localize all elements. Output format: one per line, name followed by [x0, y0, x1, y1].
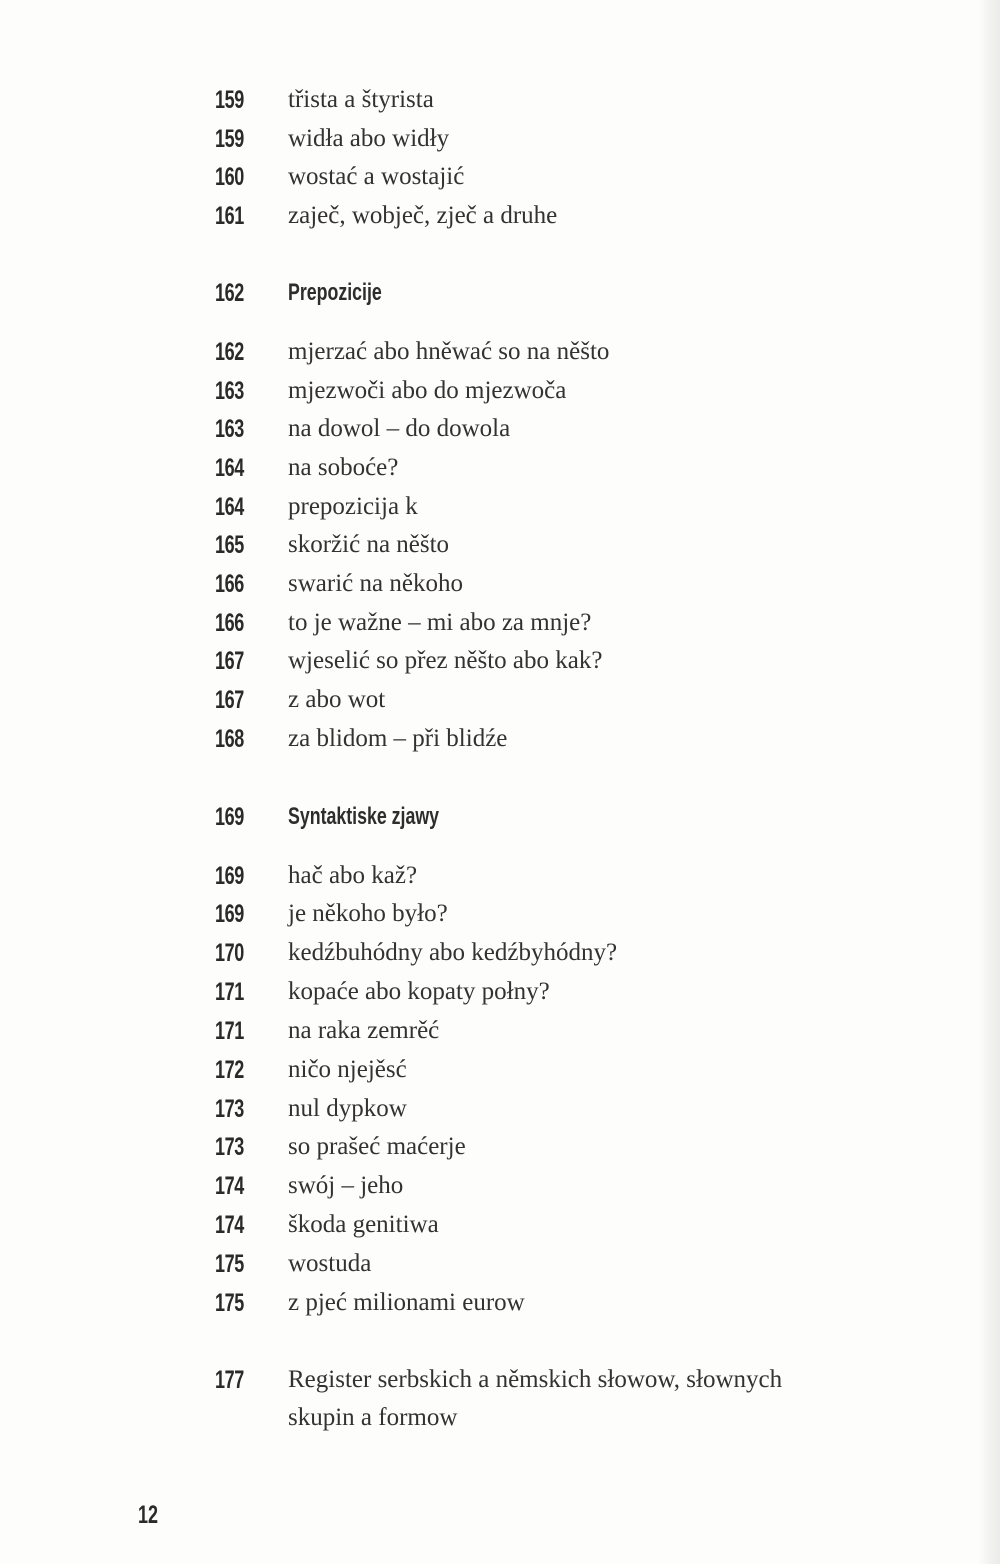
toc-page-number: 163 — [215, 415, 244, 443]
toc-page-number: 168 — [215, 725, 244, 753]
toc-entry-title: so prašeć maćerje — [288, 1133, 466, 1160]
toc-section-title: Prepozicije — [288, 279, 382, 306]
toc-entry-title: hač abo kaž? — [288, 862, 418, 889]
toc-entry-title: na raka zemrěć — [288, 1017, 440, 1044]
toc-page-number: 169 — [215, 900, 244, 928]
toc-entry-title: kopaće abo kopaty połny? — [288, 978, 550, 1005]
toc-page-number: 162 — [215, 279, 244, 307]
toc-entry-title: za blidom – při blidźe — [288, 725, 508, 752]
toc-page-number: 166 — [215, 609, 244, 637]
toc-page-number: 167 — [215, 686, 244, 714]
toc-page-number: 175 — [215, 1250, 244, 1278]
toc-entry-title: skoržić na něšto — [288, 531, 450, 558]
toc-entry[interactable] — [0, 720, 1000, 758]
toc-entry[interactable] — [0, 410, 1000, 448]
toc-page-number: 159 — [215, 86, 244, 114]
toc-page-number: 173 — [215, 1095, 244, 1123]
toc-page-number: 171 — [215, 978, 244, 1006]
toc-entry[interactable] — [0, 372, 1000, 410]
toc-page-number: 172 — [215, 1056, 244, 1084]
toc-entry[interactable] — [0, 934, 1000, 972]
toc-entry-title: zaječ, wobječ, zječ a druhe — [288, 202, 558, 229]
toc-page-number: 163 — [215, 377, 244, 405]
toc-entry[interactable] — [0, 1245, 1000, 1283]
toc-entry-register[interactable] — [0, 1361, 1000, 1439]
toc-entry-title: to je wažne – mi abo za mnje? — [288, 609, 592, 636]
toc-entry-title: wjeselić so přez něšto abo kak? — [288, 647, 603, 674]
toc-entry-title: mjerzać abo hněwać so na něšto — [288, 338, 610, 365]
toc-page-number: 164 — [215, 454, 244, 482]
toc-entry-title: wostać a wostajić — [288, 163, 465, 190]
toc-entry-title: swój – jeho — [288, 1172, 404, 1199]
toc-entry-title: Register serbskich a němskich słowow, słownych skupin a formow — [288, 1366, 783, 1431]
toc-entry-title: swarić na někoho — [288, 570, 463, 597]
toc-page-number: 177 — [215, 1366, 244, 1394]
toc-entry[interactable] — [0, 857, 1000, 895]
toc-page-number: 169 — [215, 862, 244, 890]
toc-page-number: 159 — [215, 125, 244, 153]
toc-page-number: 173 — [215, 1133, 244, 1161]
toc-page-number: 160 — [215, 163, 244, 191]
toc-page-number: 167 — [215, 647, 244, 675]
toc-entry[interactable] — [0, 604, 1000, 642]
toc-entry-title: z abo wot — [288, 686, 386, 713]
toc-section-title: Syntaktiske zjawy — [288, 803, 440, 830]
toc-entry-title: škoda genitiwa — [288, 1211, 439, 1238]
toc-entry[interactable] — [0, 526, 1000, 564]
toc-entry-title: mjezwoči abo do mjezwoča — [288, 377, 567, 404]
toc-page-number: 171 — [215, 1017, 244, 1045]
page-number: 12 — [138, 1501, 159, 1529]
toc-entry[interactable] — [0, 449, 1000, 487]
toc-entry[interactable] — [0, 642, 1000, 680]
toc-entry[interactable] — [0, 488, 1000, 526]
toc-entry[interactable] — [0, 1090, 1000, 1128]
toc-page-number: 175 — [215, 1289, 244, 1317]
toc-entry-title: prepozicija k — [288, 493, 418, 520]
toc-entry[interactable] — [0, 158, 1000, 196]
toc-page-number: 165 — [215, 531, 244, 559]
toc-entry[interactable] — [0, 81, 1000, 119]
toc-entry[interactable] — [0, 1206, 1000, 1244]
toc-page-number: 162 — [215, 338, 244, 366]
toc-entry[interactable] — [0, 1128, 1000, 1166]
toc-entry-title: kedźbuhódny abo kedźbyhódny? — [288, 939, 618, 966]
toc-entry[interactable] — [0, 120, 1000, 158]
toc-entry-title: widła abo widły — [288, 125, 450, 152]
toc-entry[interactable] — [0, 1284, 1000, 1322]
toc-entry-title: wostuda — [288, 1250, 372, 1277]
toc-entry-title: na soboće? — [288, 454, 399, 481]
toc-entry-title: třista a štyrista — [288, 86, 434, 113]
toc-page-number: 164 — [215, 493, 244, 521]
toc-entry[interactable] — [0, 1012, 1000, 1050]
toc-page-number: 174 — [215, 1211, 244, 1239]
toc-page-number: 170 — [215, 939, 244, 967]
toc-page-number: 169 — [215, 803, 244, 831]
toc-entry-title: z pjeć milionami eurow — [288, 1289, 525, 1316]
toc-entry-title: je někoho było? — [288, 900, 448, 927]
toc-entry[interactable] — [0, 197, 1000, 235]
toc-entry[interactable] — [0, 565, 1000, 603]
toc-section-heading-syntaktiske-zjawy[interactable] — [0, 798, 1000, 836]
toc-entry[interactable] — [0, 333, 1000, 371]
toc-entry[interactable] — [0, 973, 1000, 1011]
toc-page-number: 174 — [215, 1172, 244, 1200]
toc-entry[interactable] — [0, 681, 1000, 719]
toc-entry-title: nul dypkow — [288, 1095, 407, 1122]
toc-entry[interactable] — [0, 1167, 1000, 1205]
toc-entry[interactable] — [0, 895, 1000, 933]
toc-page-number: 161 — [215, 202, 244, 230]
toc-entry-title: ničo njejěsć — [288, 1056, 407, 1083]
toc-entry[interactable] — [0, 1051, 1000, 1089]
toc-section-heading-prepozicije[interactable] — [0, 274, 1000, 312]
toc-entry-title: na dowol – do dowola — [288, 415, 511, 442]
toc-page-number: 166 — [215, 570, 244, 598]
